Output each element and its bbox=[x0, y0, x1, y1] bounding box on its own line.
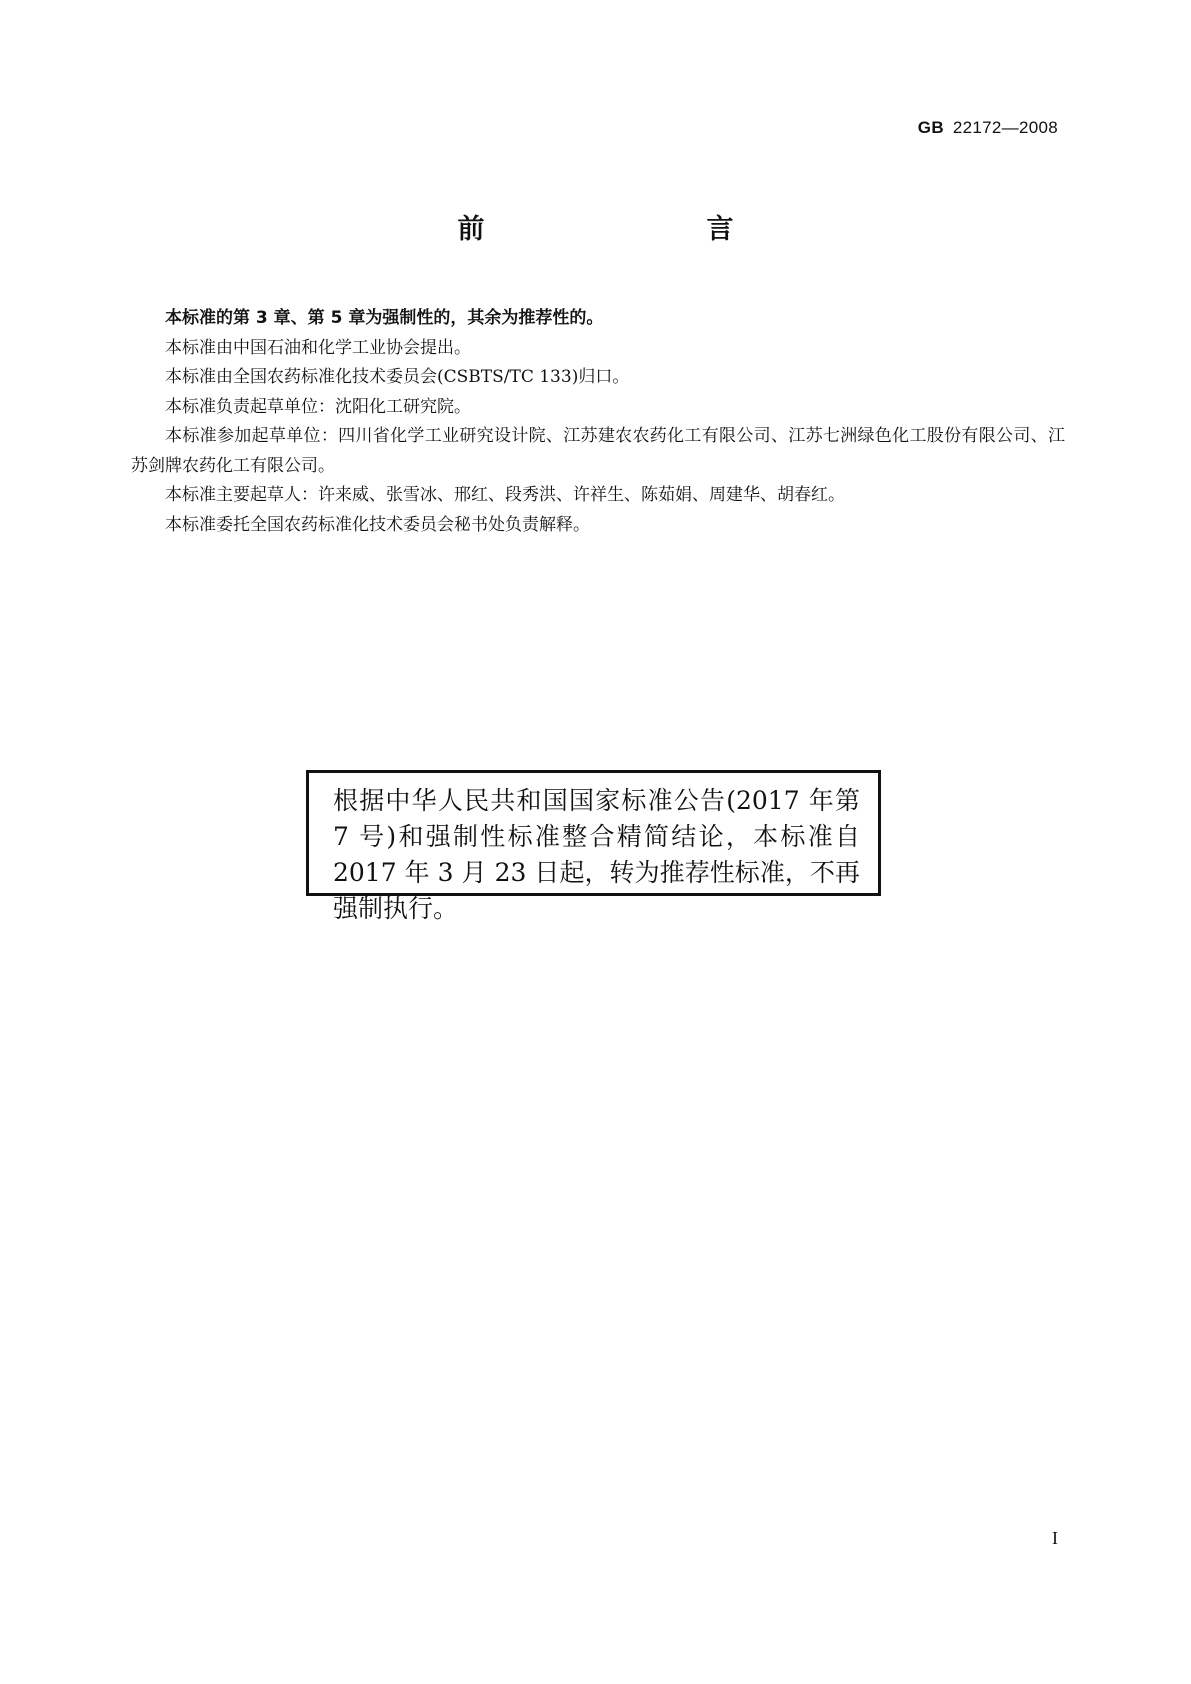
interpretation-statement: 本标准委托全国农药标准化技术委员会秘书处负责解释。 bbox=[165, 514, 590, 535]
notice-box bbox=[306, 770, 881, 923]
drafting-unit-statement: 本标准负责起草单位：沈阳化工研究院。 bbox=[165, 396, 471, 417]
standard-code: 22172—2008 bbox=[952, 118, 1058, 137]
preface-body bbox=[131, 304, 1065, 540]
drafters-statement: 本标准主要起草人：许来威、张雪冰、邢红、段秀洪、许祥生、陈茹娟、周建华、胡春红。 bbox=[165, 485, 845, 505]
mandatory-statement: 本标准的第 3 章、第 5 章为强制性的，其余为推荐性的。 bbox=[165, 308, 604, 328]
proposer-statement: 本标准由中国石油和化学工业协会提出。 bbox=[165, 337, 471, 358]
standard-number bbox=[918, 118, 1058, 138]
participating-units-statement: 本标准参加起草单位：四川省化学工业研究设计院、江苏建农农药化工有限公司、江苏七洲绿色化工股份有限公司、江苏剑牌农药化工有限公司。 bbox=[131, 426, 1065, 476]
committee-statement: 本标准由全国农药标准化技术委员会(CSBTS/TC 133)归口。 bbox=[165, 367, 630, 387]
page-number: I bbox=[1052, 1528, 1058, 1548]
page-title: 前 言 bbox=[457, 214, 790, 245]
notice-text: 根据中华人民共和国国家标准公告(2017 年第 7 号)和强制性标准整合精简结论，本标准自 2017 年 3 月 23 日起，转为推荐性标准，不再强制执行。 bbox=[333, 786, 860, 923]
standard-prefix: GB bbox=[917, 118, 944, 137]
